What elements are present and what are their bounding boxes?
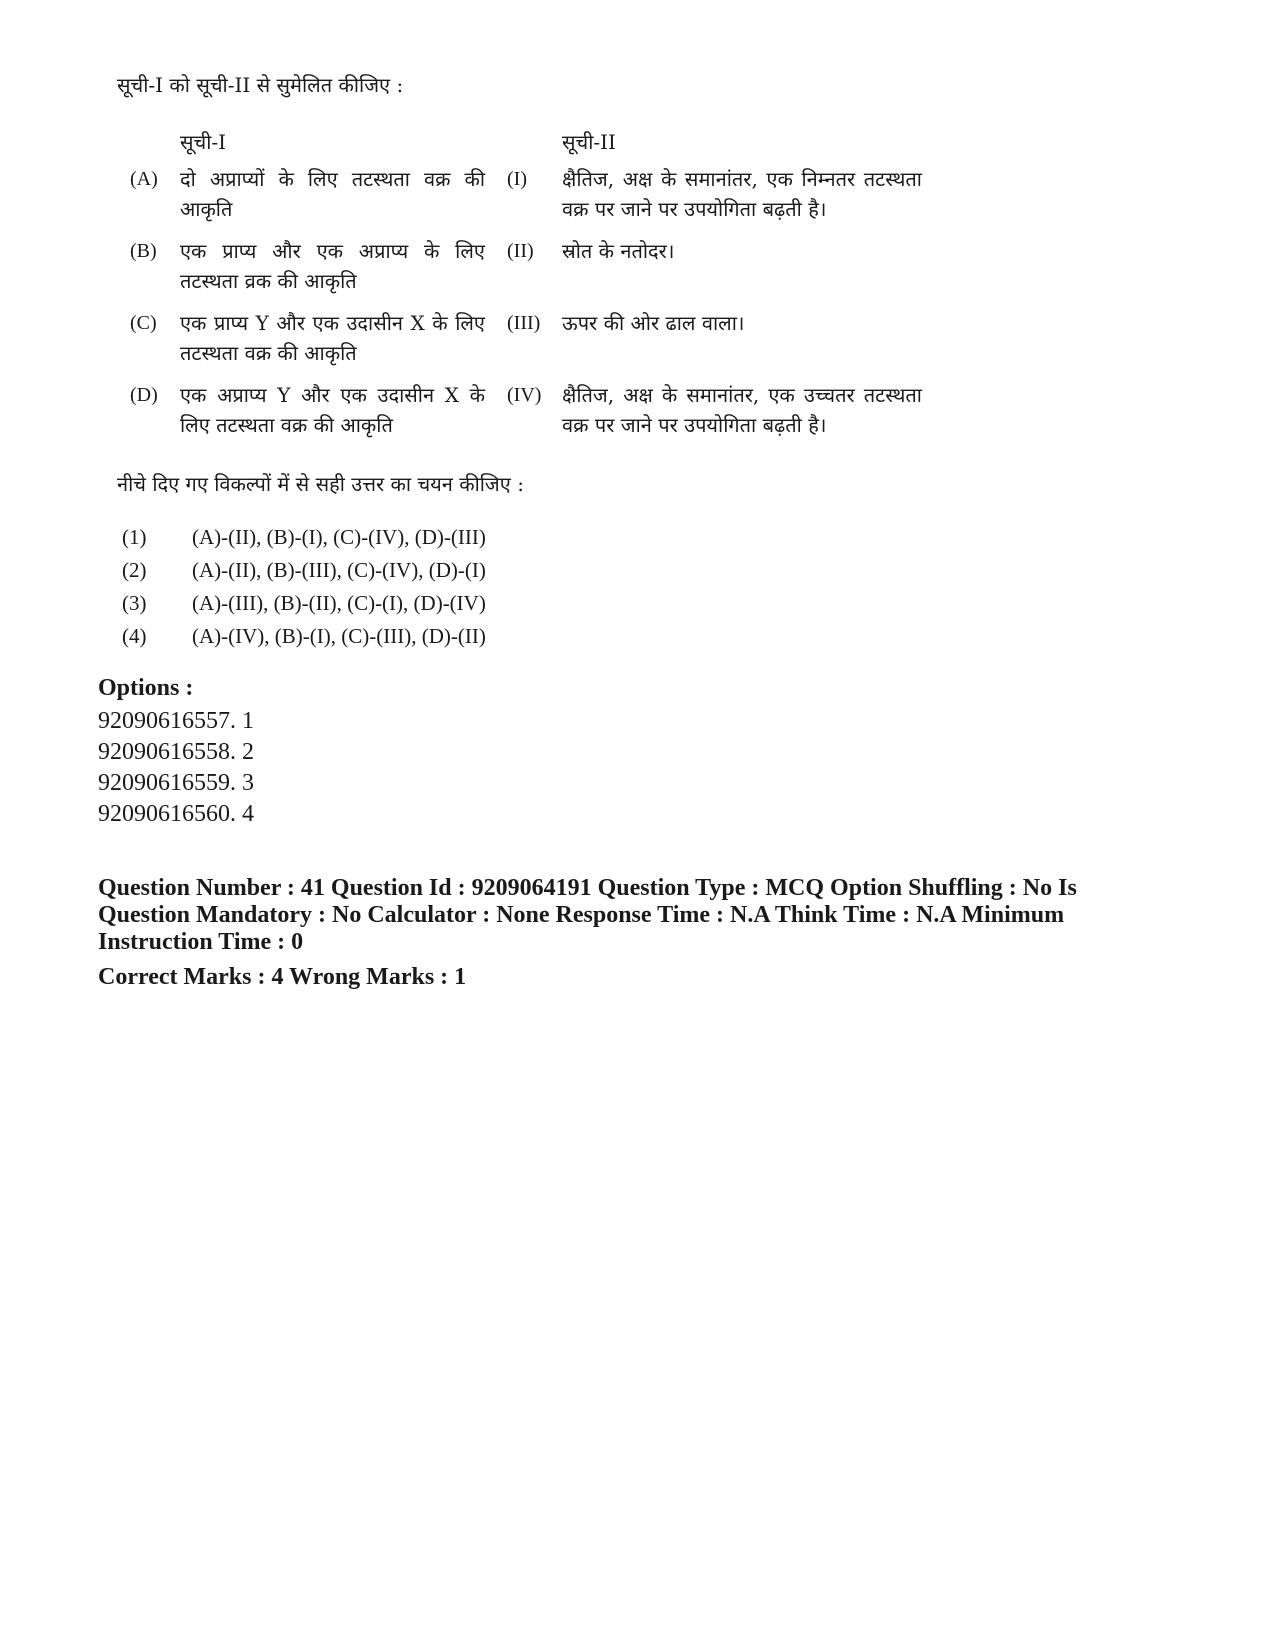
choice-4 [117, 624, 937, 657]
list1-header: सूची-I [180, 130, 227, 154]
list2-header: सूची-II [562, 130, 616, 154]
row-iv-label: (IV) [507, 384, 542, 406]
question-meta [98, 673, 1188, 993]
choice-4-number: (4) [122, 624, 147, 648]
row-a-text: दो अप्राप्यों के लिए तटस्थता वक्र की आकृति [180, 167, 485, 221]
info-line-1: Question Number : 41 Question Id : 9209064191 Question Type : MCQ Option Shuffling : No Is [98, 875, 1077, 901]
match-row-c [117, 308, 937, 368]
row-ii-text: स्रोत के नतोदर। [562, 239, 675, 263]
info-line-2: Question Mandatory : No Calculator : None Response Time : N.A Think Time : N.A Minimum [98, 902, 1065, 928]
row-i-text: क्षैतिज, अक्ष के समानांतर, एक निम्नतर तटस्थता वक्र पर जाने पर उपयोगिता बढ़ती है। [562, 167, 922, 221]
row-c-text: एक प्राप्य Y और एक उदासीन X के लिए तटस्थता वक्र की आकृति [180, 311, 485, 365]
choice-1-number: (1) [122, 525, 147, 549]
row-b-label: (B) [130, 240, 157, 262]
info-line-3: Instruction Time : 0 [98, 929, 304, 955]
row-i-label: (I) [507, 168, 527, 190]
list-headers [117, 128, 937, 164]
options-title: Options : [98, 675, 194, 701]
match-row-b [117, 236, 937, 296]
choice-2-number: (2) [122, 558, 147, 582]
choice-1 [117, 525, 937, 558]
row-b-text: एक प्राप्य और एक अप्राप्य के लिए तटस्थता व्रक की आकृति [180, 239, 485, 293]
question-body [117, 72, 937, 657]
next-question-info [98, 875, 1188, 956]
match-row-a [117, 164, 937, 224]
choice-2-text: (A)-(II), (B)-(III), (C)-(IV), (D)-(I) [192, 558, 486, 582]
row-iii-label: (III) [507, 312, 541, 334]
option-item-2: 92090616558. 2 [98, 739, 254, 765]
select-instruction: नीचे दिए गए विकल्पों में से सही उत्तर का चयन कीजिए : [117, 472, 524, 496]
choice-1-text: (A)-(II), (B)-(I), (C)-(IV), (D)-(III) [192, 525, 486, 549]
row-c-label: (C) [130, 312, 157, 334]
marks-info: Correct Marks : 4 Wrong Marks : 1 [98, 964, 467, 990]
row-iii-text: ऊपर की ओर ढाल वाला। [562, 311, 745, 335]
choice-3-number: (3) [122, 591, 147, 615]
row-iv-text: क्षैतिज, अक्ष के समानांतर, एक उच्चतर तटस्थता वक्र पर जाने पर उपयोगिता बढ़ती है। [562, 383, 922, 437]
row-d-text: एक अप्राप्य Y और एक उदासीन X के लिए तटस्थता वक्र की आकृति [180, 383, 485, 437]
match-instruction: सूची-I को सूची-II से सुमेलित कीजिए : [117, 73, 404, 97]
choice-3 [117, 591, 937, 624]
row-ii-label: (II) [507, 240, 534, 262]
choice-4-text: (A)-(IV), (B)-(I), (C)-(III), (D)-(II) [192, 624, 486, 648]
match-row-d [117, 380, 937, 440]
option-item-1: 92090616557. 1 [98, 708, 254, 734]
option-item-4: 92090616560. 4 [98, 801, 254, 827]
choice-3-text: (A)-(III), (B)-(II), (C)-(I), (D)-(IV) [192, 591, 486, 615]
row-d-label: (D) [130, 384, 158, 406]
choice-2 [117, 558, 937, 591]
option-item-3: 92090616559. 3 [98, 770, 254, 796]
row-a-label: (A) [130, 168, 158, 190]
